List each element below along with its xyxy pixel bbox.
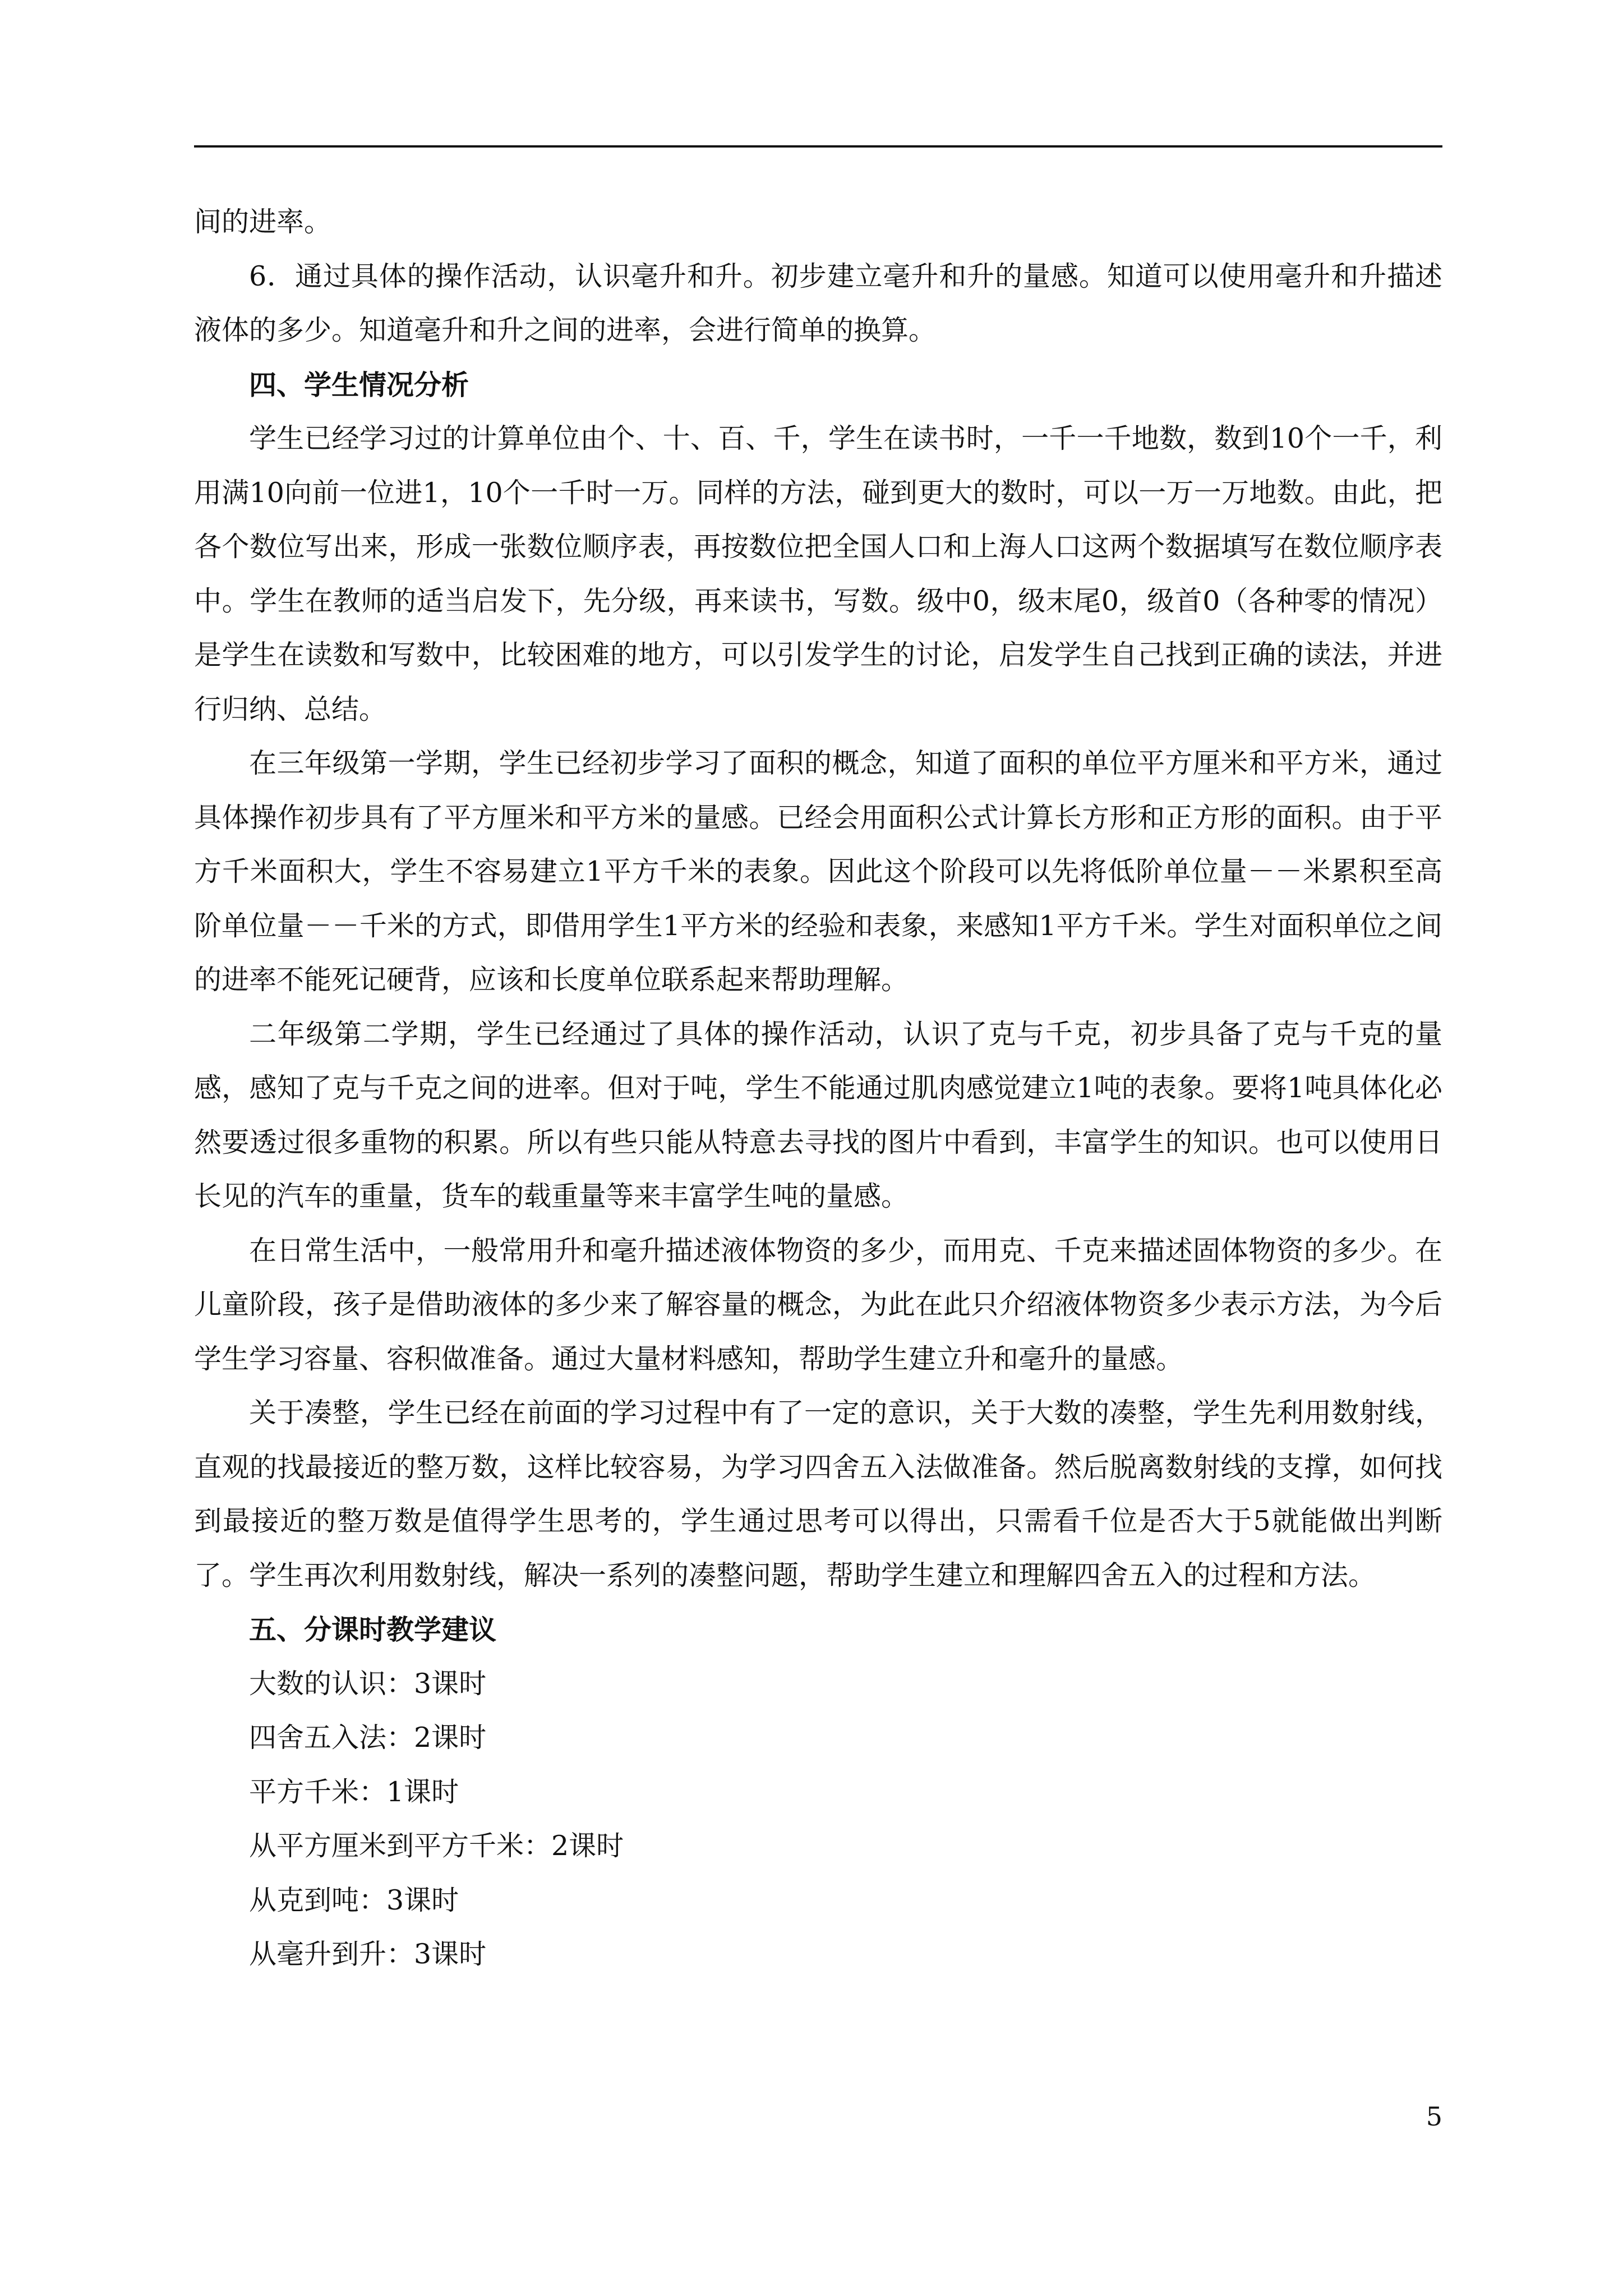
section-4-paragraph-3: 二年级第二学期，学生已经通过了具体的操作活动，认识了克与千克，初步具备了克与千克的量感，感知了克与千克之间的进率。但对于吨，学生不能通过肌肉感觉建立1吨的表象。要将1吨具体化必然要透过很多重物的积累。所以有些只能从特意去寻找的图片中看到，丰富学生的知识。也可以使用日长见的汽车的重量，货车的载重量等来丰富学生吨的量感。 bbox=[194, 1018, 1442, 1212]
section-4-paragraph-2: 在三年级第一学期，学生已经初步学习了面积的概念，知道了面积的单位平方厘米和平方米，通过具体操作初步具有了平方厘米和平方米的量感。已经会用面积公式计算长方形和正方形的面积。由于平方千米面积大，学生不容易建立1平方千米的表象。因此这个阶段可以先将低阶单位量－－米累积至高阶单位量－－千米的方式，即借用学生1平方米的经验和表象，来感知1平方千米。学生对面积单位之间的进率不能死记硬背，应该和长度单位联系起来帮助理解。 bbox=[194, 747, 1442, 996]
page-number: 5 bbox=[1426, 2101, 1442, 2132]
section-4-paragraph-5: 关于凑整，学生已经在前面的学习过程中有了一定的意识，关于大数的凑整，学生先利用数射线，直观的找最接近的整万数，这样比较容易，为学习四舍五入法做准备。然后脱离数射线的支撑，如何找到最接近的整万数是值得学生思考的，学生通过思考可以得出，只需看千位是否大于5就能做出判断了。学生再次利用数射线，解决一系列的凑整问题，帮助学生建立和理解四舍五入的过程和方法。 bbox=[194, 1397, 1442, 1591]
section-4-paragraph-4: 在日常生活中，一般常用升和毫升描述液体物资的多少，而用克、千克来描述固体物资的多少。在儿童阶段，孩子是借助液体的多少来了解容量的概念，为此在此只介绍液体物资多少表示方法，为今后学生学习容量、容积做准备。通过大量材料感知，帮助学生建立升和毫升的量感。 bbox=[194, 1234, 1442, 1375]
header-rule bbox=[194, 145, 1442, 148]
lesson-plan-item: 从克到吨：3课时 bbox=[249, 1884, 459, 1916]
lesson-plan-item: 从毫升到升：3课时 bbox=[249, 1938, 487, 1970]
lesson-plan-item: 从平方厘米到平方千米：2课时 bbox=[249, 1830, 624, 1862]
section-5-heading: 五、分课时教学建议 bbox=[249, 1613, 497, 1646]
document-body bbox=[194, 195, 1442, 1982]
lesson-plan-item: 四舍五入法：2课时 bbox=[249, 1722, 487, 1754]
objective-6-paragraph: 6．通过具体的操作活动，认识毫升和升。初步建立毫升和升的量感。知道可以使用毫升和升描述液体的多少。知道毫升和升之间的进率，会进行简单的换算。 bbox=[194, 260, 1442, 346]
section-4-heading: 四、学生情况分析 bbox=[249, 368, 469, 401]
lesson-plan-item: 平方千米：1课时 bbox=[249, 1775, 459, 1808]
section-4-paragraph-1: 学生已经学习过的计算单位由个、十、百、千，学生在读书时，一千一千地数，数到10个一千，利用满10向前一位进1，10个一千时一万。同样的方法，碰到更大的数时，可以一万一万地数。由此，把各个数位写出来，形成一张数位顺序表，再按数位把全国人口和上海人口这两个数据填写在数位顺序表中。学生在教师的适当启发下，先分级，再来读书，写数。级中0，级末尾0，级首0（各种零的情况）是学生在读数和写数中，比较困难的地方，可以引发学生的讨论，启发学生自己找到正确的读法，并进行归纳、总结。 bbox=[194, 422, 1442, 725]
lesson-plan-item: 大数的认识：3课时 bbox=[249, 1667, 487, 1700]
continued-paragraph: 间的进率。 bbox=[194, 206, 332, 238]
